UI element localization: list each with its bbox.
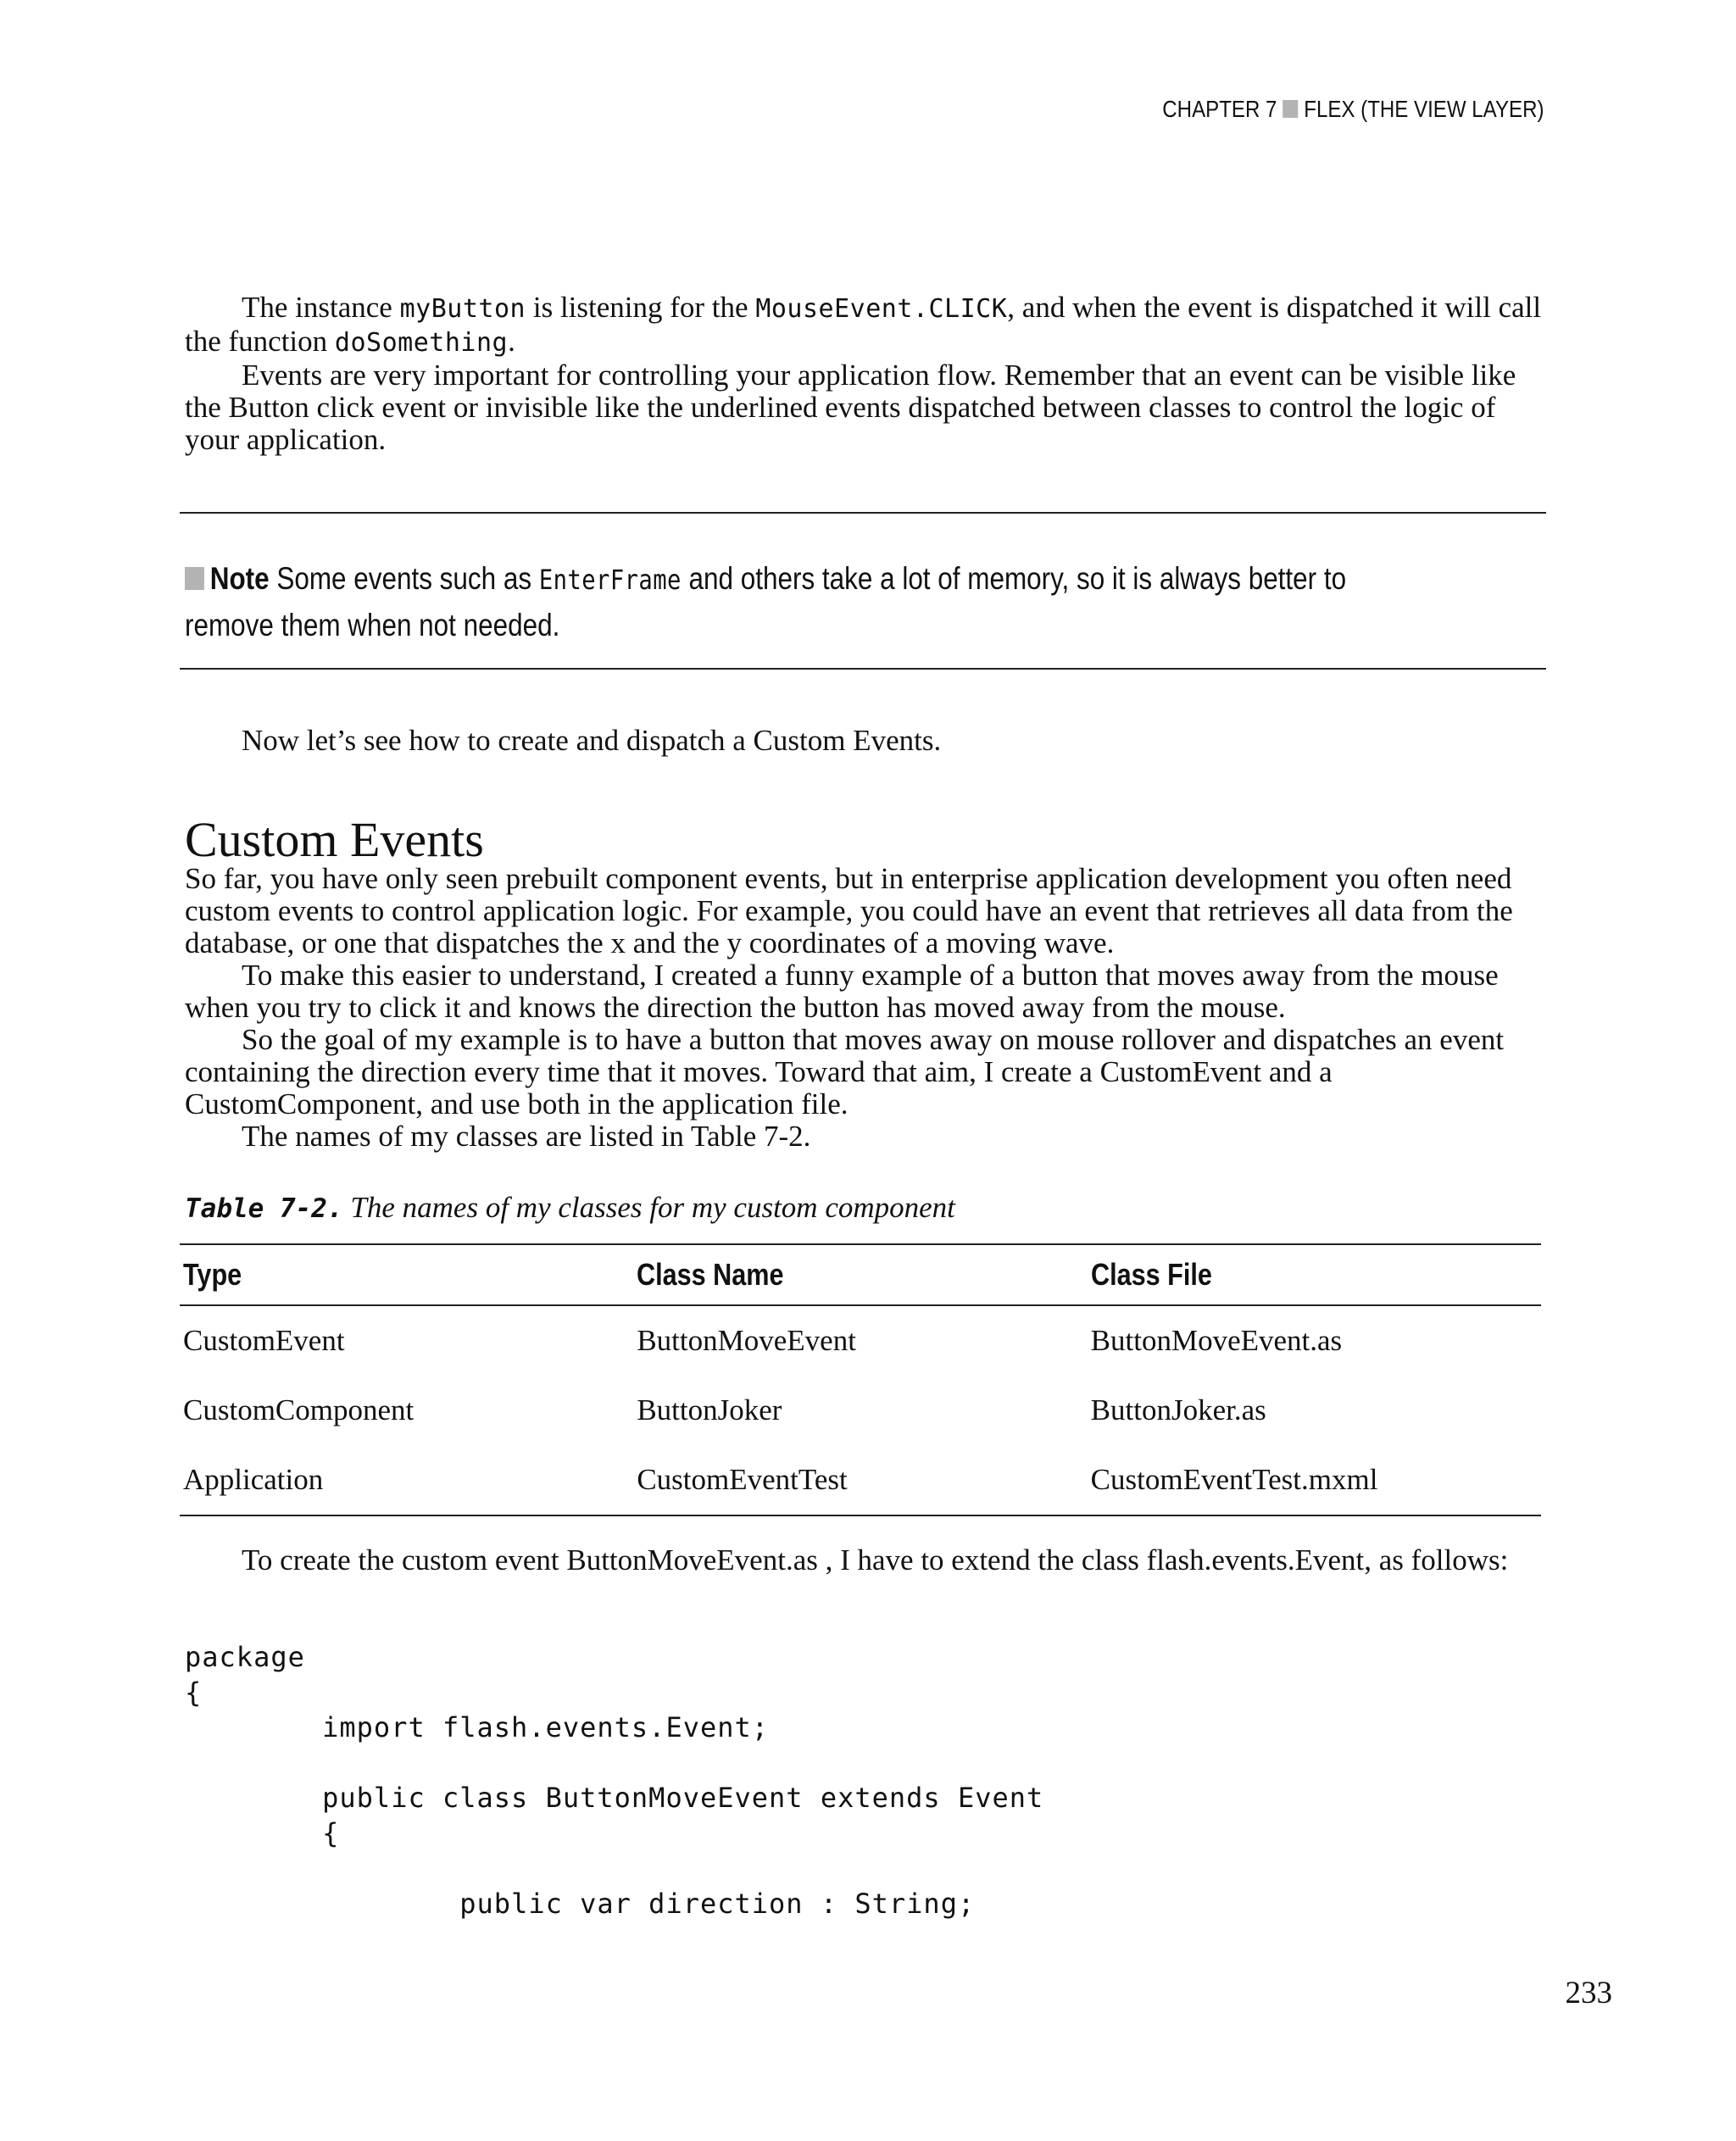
table-row bbox=[180, 1305, 1541, 1376]
intro-paragraph-1 bbox=[185, 292, 1546, 359]
table-cell: CustomEvent bbox=[183, 1324, 345, 1357]
note-text bbox=[185, 556, 1374, 648]
section-paragraph: So far, you have only seen prebuilt component events, but in enterprise application development you often need custom events to control application logic. For example, you could have an event that retrieves all data from the database, or one that dispatches the x and the y coordinates of a moving wave. bbox=[185, 862, 1513, 959]
section-paragraph: So the goal of my example is to have a button that moves away on mouse rollover and dispatches an event containing the direction every time that it moves. Toward that aim, I create a CustomEvent and a CustomComponent, and use both in the application file. bbox=[185, 1023, 1505, 1121]
page-number: 233 bbox=[1565, 1976, 1612, 2010]
section-body bbox=[185, 863, 1546, 1153]
intro-paragraph-2: Events are very important for controlling your application flow. Remember that an event can be visible like the Button click event or invisible like the underlined events dispatched between classes to control the logic of your application. bbox=[185, 359, 1516, 456]
inline-code: doSomething bbox=[334, 328, 509, 358]
inline-code: MouseEvent.CLICK bbox=[755, 294, 1008, 324]
note-box bbox=[180, 512, 1546, 670]
column-header-type bbox=[180, 1244, 633, 1305]
table-cell: ButtonMoveEvent bbox=[637, 1324, 856, 1357]
text-run: The instance bbox=[242, 291, 400, 324]
table-caption-text: The names of my classes for my custom component bbox=[342, 1191, 955, 1224]
square-bullet-icon bbox=[1283, 100, 1298, 118]
after-table-paragraph: To create the custom event ButtonMoveEvent.as , I have to extend the class flash.events.Event, as follows: bbox=[242, 1543, 1509, 1577]
inline-code: EnterFrame bbox=[538, 564, 682, 596]
table-header-row bbox=[180, 1244, 1541, 1305]
table-cell: CustomEventTest.mxml bbox=[1088, 1445, 1541, 1515]
table-caption-label: Table 7-2. bbox=[185, 1193, 343, 1224]
after-table-block bbox=[185, 1544, 1546, 1577]
header-label: Class Name bbox=[637, 1257, 784, 1292]
table-cell: ButtonJoker bbox=[637, 1393, 782, 1426]
text-run: , and when the event is dispatched it will call the function bbox=[185, 291, 1542, 358]
running-head-chapter: CHAPTER 7 bbox=[1161, 96, 1277, 122]
text-run: and others take a lot of memory, so it is always better to remove them when not needed. bbox=[185, 561, 1347, 642]
text-run: Some events such as bbox=[269, 561, 539, 596]
running-head-title: FLEX (THE VIEW LAYER) bbox=[1303, 96, 1544, 122]
column-header-class-file bbox=[1088, 1244, 1541, 1305]
section-paragraph: To make this easier to understand, I created a funny example of a button that moves away from the mouse when you try to click it and knows the direction the button has moved away from the mouse. bbox=[185, 959, 1499, 1024]
table-cell: ButtonJoker.as bbox=[1090, 1393, 1266, 1426]
header-label: Class File bbox=[1090, 1257, 1212, 1292]
inline-code: myButton bbox=[399, 294, 526, 324]
text-run: . bbox=[508, 325, 515, 358]
lead-in-paragraph: Now let’s see how to create and dispatch a Custom Events. bbox=[242, 724, 942, 757]
table-cell: ButtonMoveEvent.as bbox=[1090, 1324, 1343, 1357]
text-run: is listening for the bbox=[526, 291, 756, 324]
table-caption bbox=[185, 1191, 955, 1225]
square-bullet-icon bbox=[185, 567, 204, 590]
lead-in-block bbox=[185, 725, 1546, 757]
note-label: Note bbox=[209, 561, 270, 596]
section-heading: Custom Events bbox=[185, 812, 484, 867]
header-label: Type bbox=[183, 1257, 242, 1292]
code-listing: package { import flash.events.Event; public class ButtonMoveEvent extends Event { public var direction : String; bbox=[185, 1641, 1044, 1920]
table-row bbox=[180, 1445, 1541, 1515]
section-paragraph: The names of my classes are listed in Table 7-2. bbox=[242, 1120, 811, 1153]
table-cell: CustomComponent bbox=[183, 1393, 415, 1426]
column-header-class-name bbox=[633, 1244, 1087, 1305]
table-row bbox=[180, 1376, 1541, 1445]
table-cell: CustomEventTest bbox=[633, 1445, 1087, 1515]
table-cell: Application bbox=[180, 1445, 633, 1515]
intro-block bbox=[185, 292, 1546, 456]
running-head bbox=[1162, 96, 1544, 123]
classes-table bbox=[180, 1243, 1541, 1516]
